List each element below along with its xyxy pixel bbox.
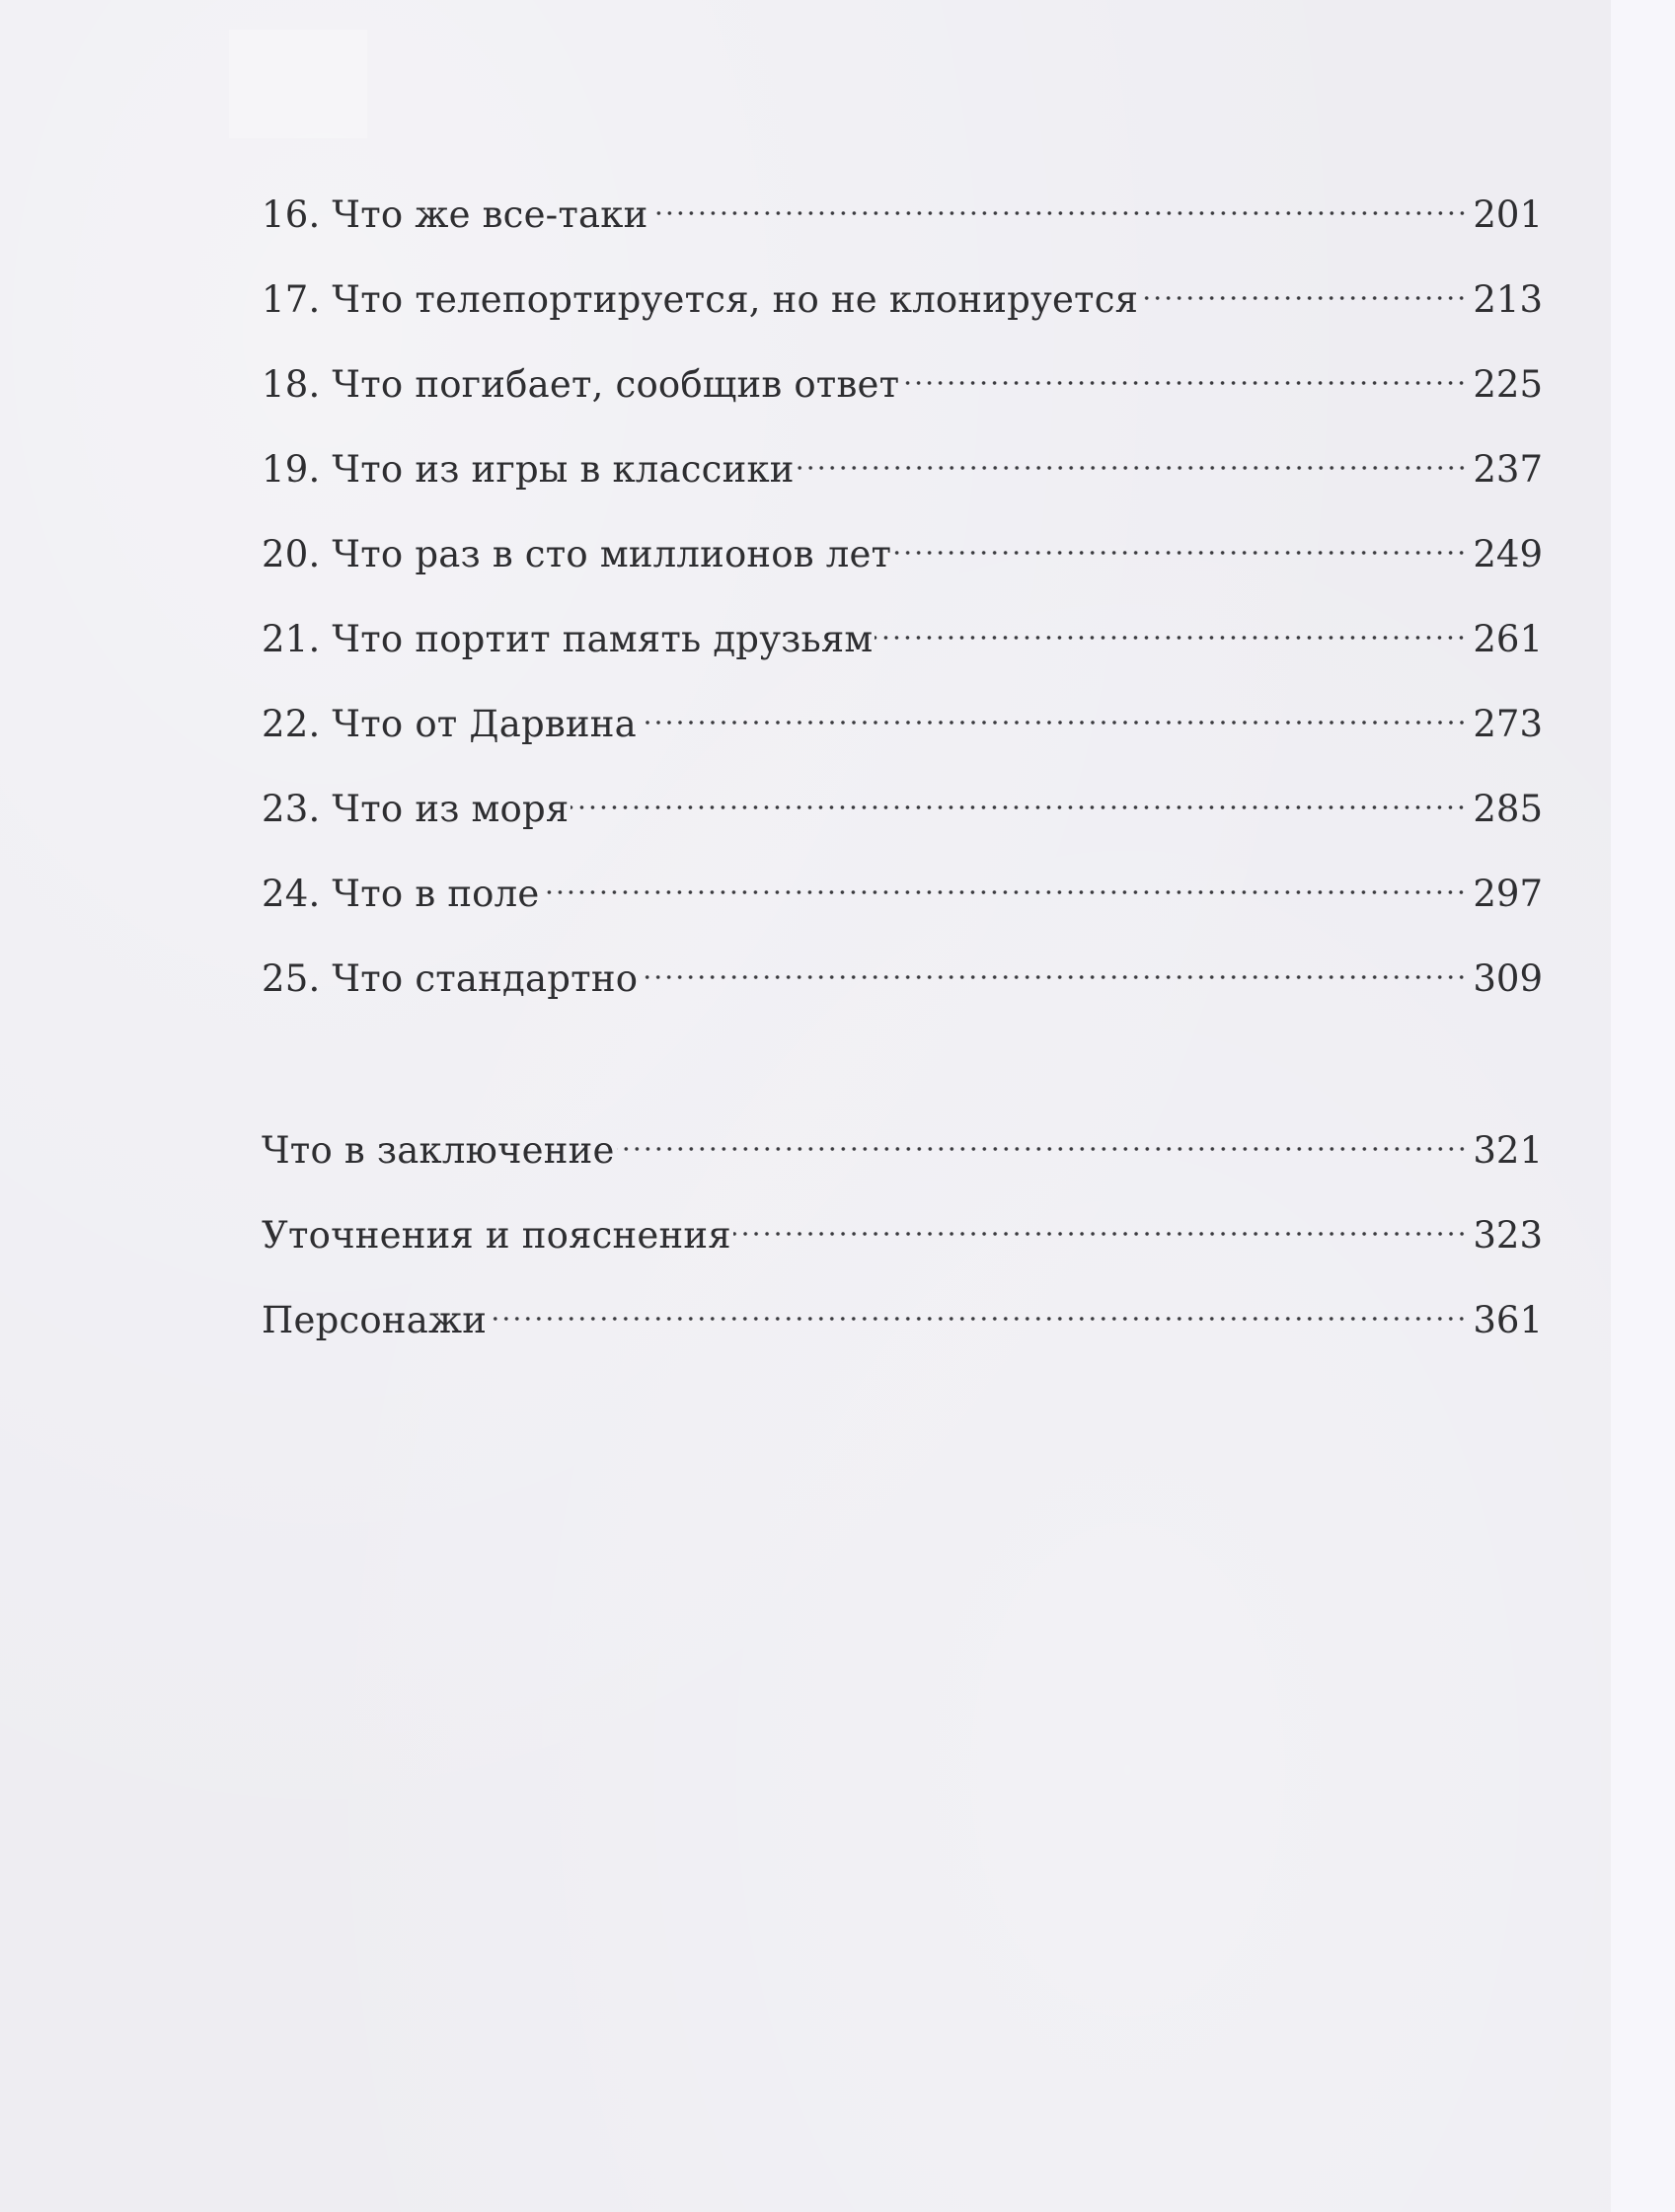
toc-entry-chapter-24[interactable]	[262, 857, 1543, 915]
toc-entry-page-number: 285	[1473, 788, 1543, 830]
toc-entry-title: 18. Что погибает, сообщив ответ	[262, 363, 900, 406]
toc-entry-chapter-25[interactable]	[262, 942, 1543, 1000]
toc-entry-page-number: 237	[1473, 448, 1543, 491]
toc-entry-page-number: 213	[1473, 278, 1543, 321]
toc-entry-chapter-19[interactable]	[262, 432, 1543, 491]
toc-entry-chapter-23[interactable]	[262, 772, 1543, 830]
page-edge-strip	[1611, 0, 1675, 2212]
toc-entry-chapter-21[interactable]	[262, 602, 1543, 660]
toc-entry-chapter-20[interactable]	[262, 517, 1543, 575]
toc-entry-title: 17. Что телепортируется, но не клонируется	[262, 278, 1139, 321]
dot-leader	[571, 772, 1467, 821]
toc-entry-page-number: 225	[1473, 363, 1543, 406]
paper-smudge	[229, 30, 367, 138]
toc-entry-title: 21. Что портит память друзьям	[262, 618, 874, 660]
dot-leader	[733, 1198, 1468, 1248]
toc-entry-chapter-16[interactable]	[262, 178, 1543, 236]
toc-entry-page-number: 273	[1473, 703, 1543, 745]
toc-entry-chapter-22[interactable]	[262, 687, 1543, 745]
toc-entry-page-number: 249	[1473, 533, 1543, 575]
toc-entry-title: 23. Что из моря	[262, 788, 570, 830]
toc-entry-characters[interactable]	[262, 1283, 1543, 1341]
dot-leader	[640, 942, 1467, 991]
toc-entry-title: Уточнения и пояснения	[262, 1214, 731, 1257]
toc-entry-chapter-18[interactable]	[262, 347, 1543, 406]
toc-entry-title: 16. Что же все-таки	[262, 193, 648, 236]
toc-entry-page-number: 309	[1473, 957, 1543, 1000]
toc-entry-notes[interactable]	[262, 1198, 1543, 1257]
dot-leader	[1140, 263, 1467, 312]
toc-entry-page-number: 261	[1473, 618, 1543, 660]
dot-leader	[650, 178, 1468, 227]
dot-leader	[489, 1283, 1467, 1333]
toc-entry-title: 19. Что из игры в классики	[262, 448, 795, 491]
dot-leader	[639, 687, 1468, 736]
toc-entry-page-number: 201	[1473, 193, 1543, 236]
toc-entry-title: Персонажи	[262, 1299, 488, 1341]
dot-leader	[541, 857, 1467, 906]
toc-entry-title: Что в заключение	[262, 1129, 615, 1172]
dot-leader	[617, 1113, 1468, 1163]
toc-entry-title: 25. Что стандартно	[262, 957, 639, 1000]
dot-leader	[875, 602, 1467, 651]
toc-entry-title: 24. Что в поле	[262, 873, 540, 915]
dot-leader	[901, 347, 1467, 397]
toc-entry-page-number: 323	[1473, 1214, 1543, 1257]
dot-leader	[797, 432, 1468, 482]
toc-entry-title: 20. Что раз в сто миллионов лет	[262, 533, 892, 575]
toc-entry-title: 22. Что от Дарвина	[262, 703, 637, 745]
toc-entry-page-number: 297	[1473, 873, 1543, 915]
dot-leader	[893, 517, 1467, 567]
toc-entry-chapter-17[interactable]	[262, 263, 1543, 321]
toc-entry-page-number: 321	[1473, 1129, 1543, 1172]
toc-entry-page-number: 361	[1473, 1299, 1543, 1341]
toc-entry-conclusion[interactable]	[262, 1113, 1543, 1172]
